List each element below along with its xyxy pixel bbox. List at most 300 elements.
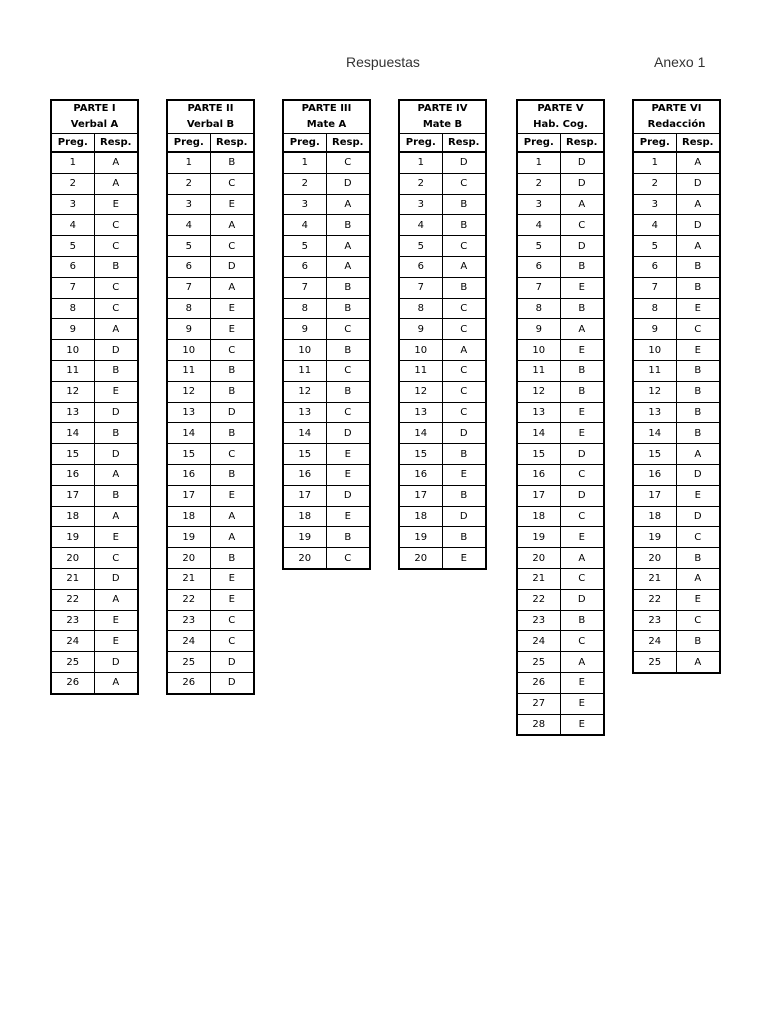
question-number: 3 xyxy=(283,194,326,215)
answer-cell: B xyxy=(560,360,604,381)
table-row xyxy=(283,360,370,381)
part-subtitle: Hab. Cog. xyxy=(517,117,604,134)
question-number: 7 xyxy=(167,277,210,298)
question-number: 5 xyxy=(51,236,94,257)
answer-cell: B xyxy=(560,256,604,277)
table-row xyxy=(51,152,138,173)
part-title: PARTE V xyxy=(517,100,604,117)
answer-cell: C xyxy=(326,152,370,173)
answer-cell: B xyxy=(676,423,720,444)
table-row xyxy=(51,631,138,652)
question-number: 15 xyxy=(283,444,326,465)
answer-cell: B xyxy=(210,464,254,485)
table-row xyxy=(283,319,370,340)
table-row xyxy=(283,527,370,548)
answer-cell: D xyxy=(560,485,604,506)
question-number: 13 xyxy=(399,402,442,423)
answer-table-part-1 xyxy=(50,99,139,695)
answer-cell: A xyxy=(676,444,720,465)
answer-column-header: Resp. xyxy=(560,134,604,153)
question-number: 9 xyxy=(51,319,94,340)
answer-cell: E xyxy=(676,340,720,361)
table-row xyxy=(517,152,604,173)
answer-cell: B xyxy=(676,381,720,402)
table-row xyxy=(51,527,138,548)
question-number: 15 xyxy=(517,444,560,465)
answer-cell: E xyxy=(560,423,604,444)
answer-table-part-2 xyxy=(166,99,255,695)
answer-cell: A xyxy=(94,173,138,194)
answer-cell: B xyxy=(94,485,138,506)
table-row xyxy=(517,236,604,257)
answer-cell: C xyxy=(210,610,254,631)
table-row xyxy=(167,548,254,569)
answer-cell: C xyxy=(210,631,254,652)
answer-cell: B xyxy=(442,485,486,506)
question-number: 12 xyxy=(517,381,560,402)
answer-cell: A xyxy=(442,256,486,277)
table-row xyxy=(517,693,604,714)
question-number: 2 xyxy=(399,173,442,194)
table-row xyxy=(517,506,604,527)
question-number: 26 xyxy=(517,672,560,693)
table-row xyxy=(167,444,254,465)
answer-cell: D xyxy=(676,506,720,527)
question-number: 16 xyxy=(167,464,210,485)
question-number: 11 xyxy=(399,360,442,381)
question-number: 2 xyxy=(167,173,210,194)
question-number: 24 xyxy=(517,631,560,652)
table-row xyxy=(167,236,254,257)
answer-cell: A xyxy=(442,340,486,361)
question-number: 9 xyxy=(167,319,210,340)
question-number: 10 xyxy=(399,340,442,361)
question-number: 19 xyxy=(283,527,326,548)
answer-cell: B xyxy=(210,548,254,569)
table-row xyxy=(167,631,254,652)
question-number: 18 xyxy=(167,506,210,527)
table-row xyxy=(283,464,370,485)
answer-cell: D xyxy=(442,152,486,173)
question-number: 17 xyxy=(51,485,94,506)
answer-cell: E xyxy=(560,402,604,423)
table-row xyxy=(517,714,604,735)
answer-cell: C xyxy=(676,319,720,340)
question-number: 17 xyxy=(399,485,442,506)
question-column-header: Preg. xyxy=(51,134,94,153)
question-number: 8 xyxy=(517,298,560,319)
table-row xyxy=(167,256,254,277)
question-column-header: Preg. xyxy=(633,134,676,153)
question-number: 23 xyxy=(167,610,210,631)
answer-cell: A xyxy=(676,194,720,215)
table-row xyxy=(633,589,720,610)
answer-cell: D xyxy=(210,672,254,693)
question-number: 17 xyxy=(167,485,210,506)
answer-cell: D xyxy=(326,423,370,444)
part-subtitle: Verbal A xyxy=(51,117,138,134)
answer-cell: B xyxy=(326,340,370,361)
answer-cell: D xyxy=(676,464,720,485)
question-number: 3 xyxy=(51,194,94,215)
table-row xyxy=(633,402,720,423)
answer-cell: E xyxy=(560,672,604,693)
answer-cell: D xyxy=(94,444,138,465)
question-number: 5 xyxy=(167,236,210,257)
table-row xyxy=(51,610,138,631)
question-number: 19 xyxy=(51,527,94,548)
answer-cell: B xyxy=(326,298,370,319)
table-row xyxy=(283,173,370,194)
question-number: 26 xyxy=(51,672,94,693)
table-row xyxy=(283,152,370,173)
question-number: 2 xyxy=(283,173,326,194)
answer-cell: E xyxy=(326,464,370,485)
table-row xyxy=(633,568,720,589)
question-number: 10 xyxy=(283,340,326,361)
part-title: PARTE II xyxy=(167,100,254,117)
question-number: 27 xyxy=(517,693,560,714)
question-number: 2 xyxy=(517,173,560,194)
answer-cell: C xyxy=(210,236,254,257)
question-number: 9 xyxy=(399,319,442,340)
answer-cell: B xyxy=(210,423,254,444)
answer-cell: D xyxy=(326,485,370,506)
answer-cell: D xyxy=(560,589,604,610)
table-row xyxy=(51,444,138,465)
table-row xyxy=(517,527,604,548)
table-row xyxy=(283,277,370,298)
table-row xyxy=(517,548,604,569)
question-number: 6 xyxy=(399,256,442,277)
table-row xyxy=(167,527,254,548)
question-number: 18 xyxy=(399,506,442,527)
table-row xyxy=(517,194,604,215)
question-number: 6 xyxy=(51,256,94,277)
question-number: 1 xyxy=(517,152,560,173)
table-row xyxy=(167,506,254,527)
question-number: 12 xyxy=(51,381,94,402)
question-number: 2 xyxy=(51,173,94,194)
question-number: 16 xyxy=(51,464,94,485)
table-row xyxy=(517,610,604,631)
answer-cell: D xyxy=(94,652,138,673)
table-row xyxy=(283,215,370,236)
question-number: 3 xyxy=(167,194,210,215)
answer-cell: A xyxy=(210,527,254,548)
question-number: 5 xyxy=(633,236,676,257)
answer-cell: E xyxy=(560,693,604,714)
answer-cell: C xyxy=(560,568,604,589)
answer-cell: C xyxy=(442,360,486,381)
answer-cell: A xyxy=(94,672,138,693)
table-row xyxy=(633,173,720,194)
answer-cell: C xyxy=(94,548,138,569)
answer-cell: E xyxy=(94,631,138,652)
question-number: 15 xyxy=(633,444,676,465)
table-row xyxy=(633,215,720,236)
answer-cell: A xyxy=(94,589,138,610)
question-number: 17 xyxy=(283,485,326,506)
table-row xyxy=(399,444,486,465)
question-number: 5 xyxy=(283,236,326,257)
question-number: 7 xyxy=(399,277,442,298)
answer-cell: B xyxy=(676,277,720,298)
answer-cell: E xyxy=(676,298,720,319)
question-number: 9 xyxy=(517,319,560,340)
table-row xyxy=(51,256,138,277)
table-row xyxy=(283,548,370,569)
part-title: PARTE I xyxy=(51,100,138,117)
question-number: 4 xyxy=(517,215,560,236)
question-number: 7 xyxy=(283,277,326,298)
question-number: 13 xyxy=(633,402,676,423)
question-number: 23 xyxy=(517,610,560,631)
answer-cell: B xyxy=(676,402,720,423)
table-row xyxy=(633,319,720,340)
table-row xyxy=(51,319,138,340)
question-number: 5 xyxy=(399,236,442,257)
answer-column-header: Resp. xyxy=(94,134,138,153)
question-number: 19 xyxy=(517,527,560,548)
question-number: 15 xyxy=(51,444,94,465)
table-row xyxy=(167,319,254,340)
table-row xyxy=(517,568,604,589)
question-number: 19 xyxy=(399,527,442,548)
table-row xyxy=(51,548,138,569)
answer-column-header: Resp. xyxy=(676,134,720,153)
table-row xyxy=(399,236,486,257)
table-row xyxy=(51,173,138,194)
answer-cell: C xyxy=(560,464,604,485)
answer-cell: A xyxy=(326,194,370,215)
table-row xyxy=(633,506,720,527)
table-row xyxy=(633,423,720,444)
question-number: 21 xyxy=(167,568,210,589)
question-number: 23 xyxy=(51,610,94,631)
table-row xyxy=(167,360,254,381)
question-number: 14 xyxy=(283,423,326,444)
table-row xyxy=(167,277,254,298)
answer-cell: C xyxy=(94,298,138,319)
question-number: 12 xyxy=(283,381,326,402)
table-row xyxy=(399,485,486,506)
answer-cell: B xyxy=(326,277,370,298)
table-row xyxy=(517,589,604,610)
question-number: 1 xyxy=(633,152,676,173)
answer-cell: B xyxy=(94,360,138,381)
answer-cell: D xyxy=(560,444,604,465)
table-row xyxy=(633,152,720,173)
answer-cell: B xyxy=(560,610,604,631)
answer-cell: D xyxy=(676,215,720,236)
question-number: 24 xyxy=(51,631,94,652)
answer-cell: A xyxy=(676,152,720,173)
answer-cell: C xyxy=(676,527,720,548)
table-row xyxy=(167,340,254,361)
question-number: 10 xyxy=(517,340,560,361)
answer-cell: B xyxy=(210,360,254,381)
table-row xyxy=(51,485,138,506)
table-row xyxy=(633,236,720,257)
question-column-header: Preg. xyxy=(167,134,210,153)
answer-cell: C xyxy=(676,610,720,631)
question-number: 6 xyxy=(167,256,210,277)
part-title: PARTE III xyxy=(283,100,370,117)
question-number: 14 xyxy=(399,423,442,444)
table-row xyxy=(51,215,138,236)
answer-cell: A xyxy=(94,319,138,340)
answer-cell: A xyxy=(210,215,254,236)
table-row xyxy=(283,485,370,506)
table-row xyxy=(517,464,604,485)
question-number: 11 xyxy=(167,360,210,381)
question-column-header: Preg. xyxy=(517,134,560,153)
table-row xyxy=(517,485,604,506)
table-row xyxy=(517,340,604,361)
answer-cell: A xyxy=(326,256,370,277)
table-row xyxy=(283,402,370,423)
question-number: 1 xyxy=(51,152,94,173)
table-row xyxy=(167,568,254,589)
table-row xyxy=(399,298,486,319)
table-row xyxy=(167,423,254,444)
answer-column-header: Resp. xyxy=(442,134,486,153)
question-number: 21 xyxy=(633,568,676,589)
question-number: 18 xyxy=(51,506,94,527)
answer-cell: B xyxy=(442,194,486,215)
table-row xyxy=(51,423,138,444)
table-row xyxy=(399,506,486,527)
answer-cell: A xyxy=(560,652,604,673)
table-row xyxy=(399,464,486,485)
answer-cell: B xyxy=(210,152,254,173)
question-number: 22 xyxy=(51,589,94,610)
table-row xyxy=(167,485,254,506)
question-number: 20 xyxy=(283,548,326,569)
table-row xyxy=(51,340,138,361)
question-number: 12 xyxy=(167,381,210,402)
part-title: PARTE VI xyxy=(633,100,720,117)
answer-cell: B xyxy=(442,444,486,465)
answer-cell: C xyxy=(442,173,486,194)
answer-cell: A xyxy=(560,194,604,215)
table-row xyxy=(51,672,138,693)
table-row xyxy=(399,215,486,236)
question-number: 4 xyxy=(283,215,326,236)
table-row xyxy=(167,298,254,319)
answer-cell: D xyxy=(94,568,138,589)
question-number: 8 xyxy=(399,298,442,319)
table-row xyxy=(167,464,254,485)
question-number: 17 xyxy=(517,485,560,506)
part-title: PARTE IV xyxy=(399,100,486,117)
question-number: 20 xyxy=(517,548,560,569)
answer-cell: B xyxy=(442,215,486,236)
table-row xyxy=(51,402,138,423)
answer-cell: D xyxy=(210,402,254,423)
table-row xyxy=(283,256,370,277)
answer-cell: A xyxy=(210,277,254,298)
answer-cell: C xyxy=(326,548,370,569)
table-row xyxy=(633,527,720,548)
question-number: 1 xyxy=(167,152,210,173)
table-row xyxy=(517,298,604,319)
question-number: 4 xyxy=(633,215,676,236)
answer-cell: C xyxy=(560,631,604,652)
question-number: 7 xyxy=(633,277,676,298)
page-title: Respuestas xyxy=(346,54,420,70)
answer-cell: B xyxy=(326,381,370,402)
question-number: 4 xyxy=(167,215,210,236)
answer-cell: B xyxy=(94,256,138,277)
table-row xyxy=(517,444,604,465)
question-number: 13 xyxy=(283,402,326,423)
answer-cell: C xyxy=(210,444,254,465)
answer-cell: C xyxy=(326,360,370,381)
question-number: 11 xyxy=(517,360,560,381)
answer-cell: B xyxy=(210,381,254,402)
answer-cell: B xyxy=(442,277,486,298)
answer-cell: A xyxy=(676,568,720,589)
answer-cell: B xyxy=(326,215,370,236)
table-row xyxy=(633,381,720,402)
answer-cell: B xyxy=(560,298,604,319)
question-number: 21 xyxy=(51,568,94,589)
question-number: 25 xyxy=(517,652,560,673)
question-number: 6 xyxy=(633,256,676,277)
part-subtitle: Redacción xyxy=(633,117,720,134)
answer-cell: C xyxy=(560,506,604,527)
answer-cell: B xyxy=(676,360,720,381)
question-number: 7 xyxy=(517,277,560,298)
table-row xyxy=(167,173,254,194)
answer-cell: A xyxy=(560,319,604,340)
table-row xyxy=(283,340,370,361)
answer-cell: C xyxy=(326,402,370,423)
answer-cell: E xyxy=(560,340,604,361)
answer-cell: C xyxy=(442,381,486,402)
question-number: 23 xyxy=(633,610,676,631)
question-number: 3 xyxy=(517,194,560,215)
question-number: 15 xyxy=(399,444,442,465)
table-row xyxy=(517,423,604,444)
table-row xyxy=(517,256,604,277)
question-number: 4 xyxy=(51,215,94,236)
question-number: 21 xyxy=(517,568,560,589)
question-number: 16 xyxy=(633,464,676,485)
question-number: 4 xyxy=(399,215,442,236)
table-row xyxy=(517,402,604,423)
table-row xyxy=(51,194,138,215)
question-number: 17 xyxy=(633,485,676,506)
table-row xyxy=(517,652,604,673)
answer-cell: C xyxy=(560,215,604,236)
question-number: 25 xyxy=(167,652,210,673)
question-number: 20 xyxy=(633,548,676,569)
question-number: 22 xyxy=(633,589,676,610)
table-row xyxy=(51,589,138,610)
question-number: 8 xyxy=(283,298,326,319)
table-row xyxy=(399,152,486,173)
table-row xyxy=(399,256,486,277)
answer-cell: C xyxy=(210,173,254,194)
question-number: 8 xyxy=(167,298,210,319)
question-number: 24 xyxy=(167,631,210,652)
table-row xyxy=(167,381,254,402)
answer-cell: D xyxy=(560,173,604,194)
answer-cell: E xyxy=(326,444,370,465)
